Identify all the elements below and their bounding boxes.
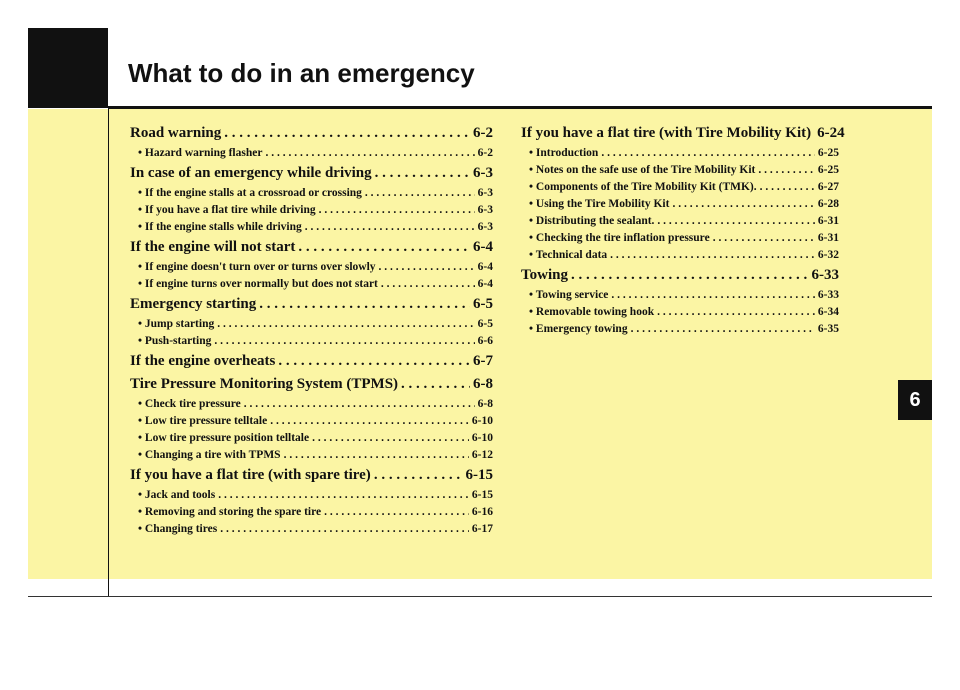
toc-entry-title: • If the engine stalls while driving xyxy=(138,221,302,233)
toc-section-entry[interactable] xyxy=(130,467,493,489)
toc-entry-title: • Distributing the sealant. xyxy=(529,215,655,227)
toc-entry-title: • Removable towing hook xyxy=(529,306,655,318)
toc-subsection-entry[interactable] xyxy=(130,261,493,278)
toc-page-number: 6-10 xyxy=(471,432,493,444)
dot-leader xyxy=(760,181,815,193)
toc-page-number: 6-25 xyxy=(817,164,839,176)
toc-subsection-entry[interactable] xyxy=(521,232,839,249)
dot-leader xyxy=(284,449,469,461)
toc-page-number: 6-12 xyxy=(471,449,493,461)
toc-subsection-entry[interactable] xyxy=(521,306,839,323)
toc-entry-title: • If engine turns over normally but does not start xyxy=(138,278,378,290)
toc-entry-title: • Introduction xyxy=(529,147,599,159)
toc-subsection-entry[interactable] xyxy=(130,335,493,352)
toc-page-number: 6-5 xyxy=(477,318,493,330)
dot-leader xyxy=(374,467,463,484)
toc-subsection-entry[interactable] xyxy=(130,147,493,164)
toc-page-number: 6-3 xyxy=(477,204,493,216)
toc-entry-title: If you have a flat tire (with spare tire) xyxy=(130,467,371,483)
toc-entry-title: • Checking the tire inflation pressure xyxy=(529,232,710,244)
toc-entry-title: • Push-starting xyxy=(138,335,212,347)
dot-leader xyxy=(631,323,815,335)
toc-entry-title: • Removing and storing the spare tire xyxy=(138,506,322,518)
dot-leader xyxy=(278,353,470,370)
toc-page-number: 6-6 xyxy=(477,335,493,347)
toc-left-column xyxy=(130,124,493,540)
toc-page-number: 6-5 xyxy=(473,296,493,312)
chapter-corner-block xyxy=(28,28,108,108)
toc-entry-title: • Changing a tire with TPMS xyxy=(138,449,281,461)
toc-section-entry[interactable] xyxy=(521,125,845,147)
dot-leader xyxy=(259,296,470,313)
toc-subsection-entry[interactable] xyxy=(130,506,493,523)
toc-page-number: 6-15 xyxy=(471,489,493,501)
dot-leader xyxy=(218,489,469,501)
dot-leader xyxy=(611,289,814,301)
toc-page-number: 6-33 xyxy=(811,267,839,283)
toc-subsection-entry[interactable] xyxy=(521,181,839,198)
toc-page-number: 6-8 xyxy=(477,398,493,410)
toc-entry-title: Tire Pressure Monitoring System (TPMS) xyxy=(130,376,399,392)
toc-entry-title: • Low tire pressure telltale xyxy=(138,415,268,427)
toc-page-number: 6-4 xyxy=(473,239,493,255)
toc-page-number: 6-16 xyxy=(471,506,493,518)
toc-page-number: 6-17 xyxy=(471,523,493,535)
toc-right-column xyxy=(521,124,845,340)
toc-subsection-entry[interactable] xyxy=(130,432,493,449)
toc-page-number: 6-4 xyxy=(477,261,493,273)
toc-section-entry[interactable] xyxy=(130,239,493,261)
toc-subsection-entry[interactable] xyxy=(130,523,493,540)
dot-leader xyxy=(214,335,474,347)
dot-leader xyxy=(657,215,814,227)
toc-subsection-entry[interactable] xyxy=(521,215,839,232)
toc-subsection-entry[interactable] xyxy=(521,323,839,340)
toc-entry-title: • Towing service xyxy=(529,289,609,301)
toc-section-entry[interactable] xyxy=(130,296,493,318)
dot-leader xyxy=(365,187,475,199)
dot-leader xyxy=(220,523,469,535)
toc-page-number: 6-25 xyxy=(817,147,839,159)
dot-leader xyxy=(305,221,475,233)
toc-page-number: 6-3 xyxy=(473,165,493,181)
toc-subsection-entry[interactable] xyxy=(521,249,839,266)
toc-subsection-entry[interactable] xyxy=(130,187,493,204)
toc-page-number: 6-8 xyxy=(473,376,493,392)
dot-leader xyxy=(270,415,469,427)
dot-leader xyxy=(224,125,470,142)
toc-page-number: 6-35 xyxy=(817,323,839,335)
toc-page-number: 6-3 xyxy=(477,221,493,233)
dot-leader xyxy=(657,306,815,318)
toc-page-number: 6-31 xyxy=(817,232,839,244)
dot-leader xyxy=(672,198,814,210)
toc-section-entry[interactable] xyxy=(130,353,493,375)
toc-entry-title: • Changing tires xyxy=(138,523,218,535)
page-title: What to do in an emergency xyxy=(128,58,475,88)
toc-entry-title: • Components of the Tire Mobility Kit (TMK). xyxy=(529,181,757,193)
dot-leader xyxy=(610,249,815,261)
toc-entry-title: • Emergency towing xyxy=(529,323,628,335)
toc-page-number: 6-15 xyxy=(465,467,493,483)
toc-entry-title: If the engine will not start xyxy=(130,239,296,255)
toc-page-number: 6-10 xyxy=(471,415,493,427)
toc-entry-title: • Notes on the safe use of the Tire Mobility Kit xyxy=(529,164,756,176)
footer-rule xyxy=(28,596,932,597)
toc-page-number: 6-24 xyxy=(817,125,845,141)
toc-subsection-entry[interactable] xyxy=(521,198,839,215)
toc-page-number: 6-7 xyxy=(473,353,493,369)
dot-leader xyxy=(319,204,475,216)
dot-leader xyxy=(265,147,474,159)
dot-leader xyxy=(758,164,815,176)
toc-entry-title: • If the engine stalls at a crossroad or crossing xyxy=(138,187,362,199)
toc-section-entry[interactable] xyxy=(521,267,839,289)
toc-entry-title: • Check tire pressure xyxy=(138,398,241,410)
toc-entry-title: • Jack and tools xyxy=(138,489,216,501)
toc-page-number: 6-32 xyxy=(817,249,839,261)
toc-page-number: 6-2 xyxy=(473,125,493,141)
toc-page-number: 6-31 xyxy=(817,215,839,227)
toc-entry-title: • Hazard warning flasher xyxy=(138,147,263,159)
toc-page-number: 6-4 xyxy=(477,278,493,290)
chapter-tab[interactable]: 6 xyxy=(898,380,932,420)
toc-entry-title: Road warning xyxy=(130,125,222,141)
toc-entry-title: Emergency starting xyxy=(130,296,257,312)
toc-section-entry[interactable] xyxy=(130,376,493,398)
toc-subsection-entry[interactable] xyxy=(521,289,839,306)
toc-subsection-entry[interactable] xyxy=(130,398,493,415)
toc-subsection-entry[interactable] xyxy=(130,318,493,335)
toc-entry-title: • If you have a flat tire while driving xyxy=(138,204,316,216)
dot-leader xyxy=(601,147,815,159)
toc-entry-title: • Technical data xyxy=(529,249,608,261)
toc-entry-title: If the engine overheats xyxy=(130,353,276,369)
dot-leader xyxy=(381,278,475,290)
toc-page-number: 6-33 xyxy=(817,289,839,301)
dot-leader xyxy=(401,376,470,393)
toc-subsection-entry[interactable] xyxy=(521,147,839,164)
toc-page-number: 6-27 xyxy=(817,181,839,193)
dot-leader xyxy=(375,165,470,182)
toc-subsection-entry[interactable] xyxy=(130,489,493,506)
toc-subsection-entry[interactable] xyxy=(130,204,493,221)
toc-entry-title: • Low tire pressure position telltale xyxy=(138,432,310,444)
toc-entry-title: • If engine doesn't turn over or turns over slowly xyxy=(138,261,376,273)
toc-section-entry[interactable] xyxy=(130,165,493,187)
toc-entry-title: • Using the Tire Mobility Kit xyxy=(529,198,670,210)
dot-leader xyxy=(571,267,809,284)
dot-leader xyxy=(217,318,474,330)
dot-leader xyxy=(244,398,475,410)
toc-entry-title: • Jump starting xyxy=(138,318,215,330)
dot-leader xyxy=(312,432,469,444)
toc-subsection-entry[interactable] xyxy=(130,278,493,295)
toc-entry-title: If you have a flat tire (with Tire Mobility Kit) xyxy=(521,125,812,141)
toc-section-entry[interactable] xyxy=(130,125,493,147)
toc-page-number: 6-28 xyxy=(817,198,839,210)
toc-subsection-entry[interactable] xyxy=(130,449,493,466)
dot-leader xyxy=(324,506,469,518)
toc-entry-title: In case of an emergency while driving xyxy=(130,165,372,181)
margin-divider xyxy=(108,109,109,597)
dot-leader xyxy=(379,261,475,273)
dot-leader xyxy=(713,232,815,244)
toc-page-number: 6-3 xyxy=(477,187,493,199)
dot-leader xyxy=(298,239,470,256)
toc-subsection-entry[interactable] xyxy=(130,415,493,432)
toc-entry-title: Towing xyxy=(521,267,568,283)
toc-subsection-entry[interactable] xyxy=(521,164,839,181)
toc-subsection-entry[interactable] xyxy=(130,221,493,238)
toc-page-number: 6-34 xyxy=(817,306,839,318)
toc-page-number: 6-2 xyxy=(477,147,493,159)
